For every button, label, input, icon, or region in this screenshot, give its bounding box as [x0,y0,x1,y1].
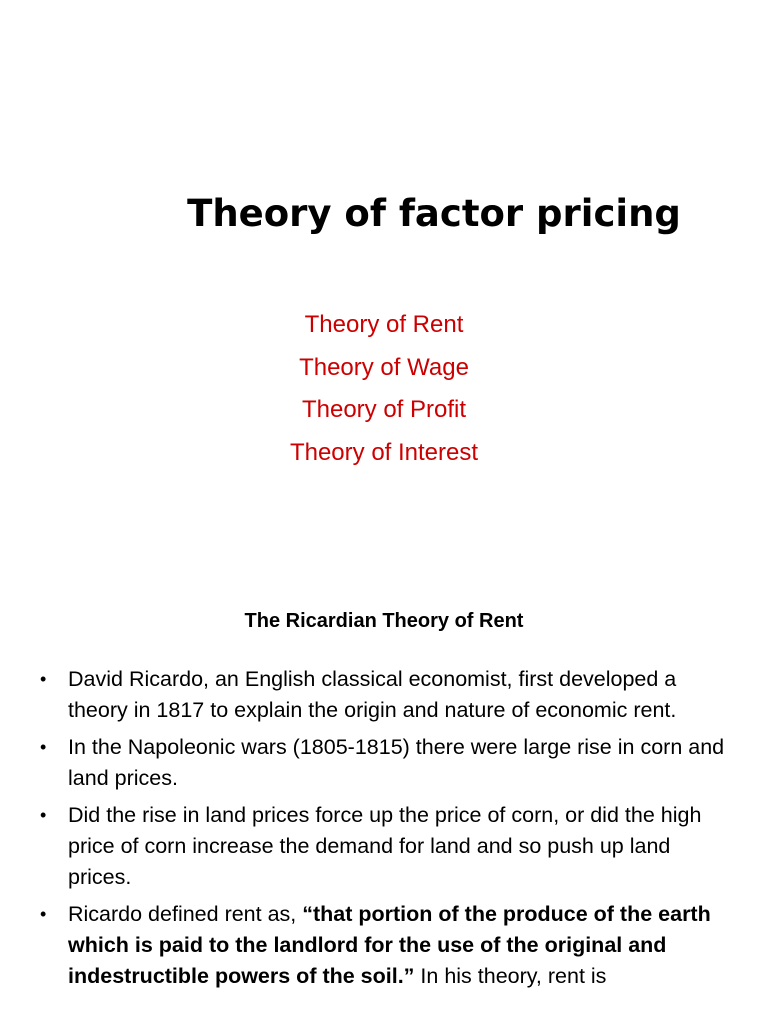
topic-item-wage: Theory of Wage [299,353,469,381]
bullet-text: David Ricardo, an English classical economist, first developed a theory in 1817 to explain the origin and nature of economic rent. [68,667,677,722]
rent-definition-quote: “that portion of the produce of the earth which is paid to the landlord for the use of the original and indestructible powers of the soil.” [68,902,711,988]
bullet-marker: • [40,737,47,757]
topic-list [0,304,768,474]
topic-item-interest: Theory of Interest [289,438,479,466]
bullet-marker: • [40,805,47,825]
bullet-marker: • [40,669,47,689]
bullet-item [0,899,768,992]
bullet-text-lead: Ricardo defined rent as, [68,902,303,926]
bullet-list [0,664,768,998]
section-heading: The Ricardian Theory of Rent [244,610,524,632]
topic-item-profit: Theory of Profit [301,396,467,423]
bullet-text: In the Napoleonic wars (1805-1815) there were large rise in corn and land prices. [68,735,725,790]
bullet-item [0,664,768,726]
topic-item-rent: Theory of Rent [304,311,464,338]
bullet-text: Did the rise in land prices force up the price of corn, or did the high price of corn increase the demand for land and so push up land prices. [68,803,702,889]
bullet-text-tail: In his theory, rent is [414,964,607,988]
page-title: Theory of factor pricing [187,192,681,235]
bullet-item [0,732,768,794]
bullet-marker: • [40,904,47,924]
bullet-item [0,800,768,893]
